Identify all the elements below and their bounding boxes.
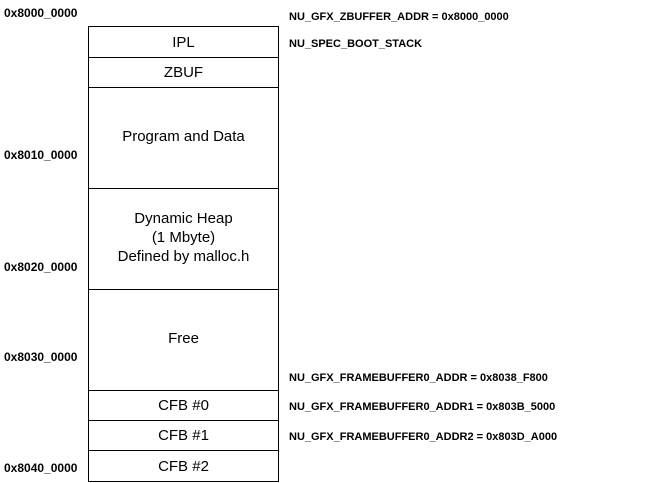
- note-framebuffer0-addr: NU_GFX_FRAMEBUFFER0_ADDR = 0x8038_F800: [289, 372, 548, 384]
- memory-block-label: CFB #0: [158, 397, 209, 414]
- memory-block-zbuf: [88, 57, 279, 88]
- address-label-8030: 0x8030_0000: [4, 350, 78, 364]
- note-boot-stack: NU_SPEC_BOOT_STACK: [289, 38, 423, 50]
- address-label-8040: 0x8040_0000: [4, 461, 78, 475]
- note-zbuffer-addr: NU_GFX_ZBUFFER_ADDR = 0x8000_0000: [289, 11, 509, 23]
- address-label-8000: 0x8000_0000: [4, 6, 78, 20]
- memory-block-program-data: [88, 87, 279, 189]
- memory-block-cfb2: [88, 450, 279, 482]
- memory-block-label: Free: [168, 330, 199, 347]
- memory-block-free: [88, 289, 279, 391]
- memory-block-dynamic-heap: [88, 188, 279, 290]
- memory-block-cfb0: [88, 390, 279, 421]
- memory-block-label: ZBUF: [163, 64, 204, 81]
- memory-block-cfb1: [88, 420, 279, 451]
- memory-block-label: IPL: [172, 33, 195, 51]
- note-framebuffer0-addr1: NU_GFX_FRAMEBUFFER0_ADDR1 = 0x803B_5000: [289, 401, 556, 413]
- memory-block-label: CFB #1: [158, 427, 209, 444]
- address-label-8010: 0x8010_0000: [4, 148, 78, 162]
- memory-block-label: Program and Data: [122, 128, 245, 145]
- address-label-8020: 0x8020_0000: [4, 260, 78, 274]
- memory-block-label: Dynamic Heap (1 Mbyte) Defined by malloc.h: [117, 210, 250, 265]
- memory-block-ipl: [88, 26, 279, 58]
- memory-block-label: CFB #2: [158, 457, 209, 475]
- note-framebuffer0-addr2: NU_GFX_FRAMEBUFFER0_ADDR2 = 0x803D_A000: [289, 431, 558, 443]
